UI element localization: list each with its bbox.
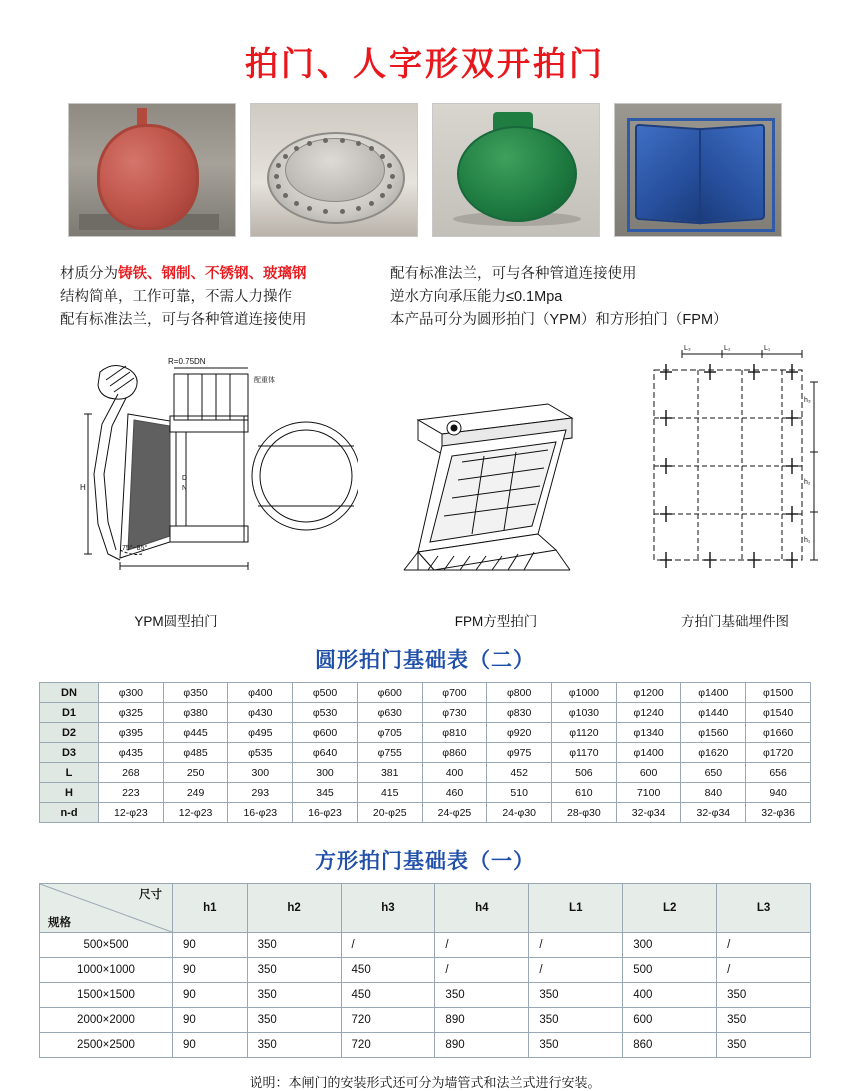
table1-row-label: D3 <box>40 743 99 763</box>
flange-bolt <box>294 146 299 151</box>
svg-text:L₃: L₃ <box>684 345 691 352</box>
table2-cell: 600 <box>623 1008 717 1033</box>
table1-cell: 940 <box>746 783 811 803</box>
table2-cell: / <box>529 958 623 983</box>
table-row <box>40 763 811 783</box>
table2-cell: 90 <box>173 1008 248 1033</box>
svg-text:L₂: L₂ <box>724 345 731 352</box>
feature-line-flange: 配有标准法兰，可与各种管道连接使用 <box>60 312 307 328</box>
svg-text:h₁: h₁ <box>804 537 811 544</box>
table1-cell: 506 <box>552 763 617 783</box>
table1-cell: φ1560 <box>681 723 746 743</box>
flange-bolt <box>307 206 312 211</box>
table2-cell: 350 <box>435 983 529 1008</box>
table1-cell: 345 <box>293 783 358 803</box>
table1-cell: φ445 <box>163 723 228 743</box>
table1-cell: 452 <box>487 763 552 783</box>
flange-bolt <box>276 163 281 168</box>
table1-cell: 12-φ23 <box>99 803 164 823</box>
flange-bolt <box>380 154 385 159</box>
table1-cell: φ430 <box>228 703 293 723</box>
table1-cell: φ705 <box>357 723 422 743</box>
photo-red-circular-flap-gate <box>68 103 236 237</box>
svg-text:R=0.75DN: R=0.75DN <box>168 357 206 366</box>
table1-cell: φ495 <box>228 723 293 743</box>
table1-row-label: L <box>40 763 99 783</box>
table2-cell: 350 <box>529 1033 623 1058</box>
table1-cell: 268 <box>99 763 164 783</box>
table1-cell: 28-φ30 <box>552 803 617 823</box>
table1-cell: 249 <box>163 783 228 803</box>
photo-blue-double-leaf-flap-gate <box>614 103 782 237</box>
square-flap-gate-table <box>39 883 811 1058</box>
drawing-embedded-parts-plan <box>636 342 826 597</box>
table2-cell: 450 <box>341 958 435 983</box>
flange-bolt <box>276 184 281 189</box>
table1-cell: 223 <box>99 783 164 803</box>
table2-header-row <box>40 884 811 933</box>
drawing-caption-fpm: FPM方型拍门 <box>454 614 538 629</box>
table1-cell: 300 <box>293 763 358 783</box>
table1-cell: φ530 <box>293 703 358 723</box>
table-row <box>40 683 811 703</box>
table1-cell: φ1340 <box>616 723 681 743</box>
table1-row-label: D2 <box>40 723 99 743</box>
feature-line-structure: 结构简单，工作可靠，不需人力操作 <box>60 289 292 305</box>
table1-cell: φ1620 <box>681 743 746 763</box>
table1-cell: φ1200 <box>616 683 681 703</box>
table2-cell: 350 <box>717 1033 811 1058</box>
table2-cell: 350 <box>247 1008 341 1033</box>
table2-corner-top-label: 尺寸 <box>139 889 162 901</box>
table1-cell: 840 <box>681 783 746 803</box>
table2-cell: 720 <box>341 1008 435 1033</box>
table1-cell: φ1540 <box>746 703 811 723</box>
table2-cell: 860 <box>623 1033 717 1058</box>
table2-cell: 890 <box>435 1008 529 1033</box>
table1-row-label: DN <box>40 683 99 703</box>
table2-cell: 350 <box>529 983 623 1008</box>
table1-cell: φ1720 <box>746 743 811 763</box>
flange-bolt <box>387 184 392 189</box>
table2-cell: 450 <box>341 983 435 1008</box>
table-row <box>40 783 811 803</box>
table1-cell: φ1000 <box>552 683 617 703</box>
table2-column-header: L1 <box>529 884 623 933</box>
table1-cell: φ600 <box>357 683 422 703</box>
table1-cell: 293 <box>228 783 293 803</box>
drawing-caption-embedded: 方拍门基础埋件图 <box>681 614 789 629</box>
table1-cell: φ1400 <box>616 743 681 763</box>
table1-cell: φ350 <box>163 683 228 703</box>
table1-cell: φ1170 <box>552 743 617 763</box>
table1-cell: φ1120 <box>552 723 617 743</box>
table1-cell: φ395 <box>99 723 164 743</box>
table1-cell: φ435 <box>99 743 164 763</box>
flange-bolt <box>274 174 279 179</box>
table1-cell: φ810 <box>422 723 487 743</box>
table1-cell: 24-φ30 <box>487 803 552 823</box>
table-row <box>40 933 811 958</box>
table1-cell: φ800 <box>487 683 552 703</box>
table1-cell: 510 <box>487 783 552 803</box>
table1-heading: 圆形拍门基础表（二） <box>315 649 535 672</box>
table1-cell: 381 <box>357 763 422 783</box>
table1-cell: φ755 <box>357 743 422 763</box>
table2-cell: 890 <box>435 1033 529 1058</box>
table1-cell: 600 <box>616 763 681 783</box>
table1-cell: φ830 <box>487 703 552 723</box>
feature-material-highlight: 铸铁、钢制、不锈钢、玻璃钢 <box>118 266 307 282</box>
table1-cell: 250 <box>163 763 228 783</box>
page-title: 拍门、人字形双开拍门 <box>245 45 605 82</box>
table1-cell: 400 <box>422 763 487 783</box>
table2-cell: 400 <box>623 983 717 1008</box>
feature-right-line-1: 配有标准法兰，可与各种管道连接使用 <box>390 266 637 282</box>
table1-cell: 32-φ36 <box>746 803 811 823</box>
table1-cell: 24-φ25 <box>422 803 487 823</box>
table1-cell: φ1500 <box>746 683 811 703</box>
table1-cell: φ500 <box>293 683 358 703</box>
flange-bolt <box>387 163 392 168</box>
table1-cell: 656 <box>746 763 811 783</box>
table-row <box>40 803 811 823</box>
feature-right-line-3: 本产品可分为圆形拍门（YPM）和方形拍门（FPM） <box>390 312 728 328</box>
table1-cell: φ1240 <box>616 703 681 723</box>
table1-cell: 650 <box>681 763 746 783</box>
flange-bolt <box>369 146 374 151</box>
table1-cell: φ535 <box>228 743 293 763</box>
svg-text:N: N <box>182 485 188 492</box>
table-row <box>40 983 811 1008</box>
table2-column-header: L2 <box>623 884 717 933</box>
table2-row-spec: 1000×1000 <box>40 958 173 983</box>
table1-cell: φ1440 <box>681 703 746 723</box>
flange-bolt <box>356 141 361 146</box>
drawing-caption-ypm: YPM圆型拍门 <box>134 614 218 629</box>
drawing-fpm-square <box>398 384 598 589</box>
table2-column-header: h3 <box>341 884 435 933</box>
feature-column-right <box>390 263 790 332</box>
table2-cell: 350 <box>247 1033 341 1058</box>
table1-cell: φ325 <box>99 703 164 723</box>
table1-cell: 415 <box>357 783 422 803</box>
flange-bolt <box>323 209 328 214</box>
flange-bolt <box>340 138 345 143</box>
table2-cell: 90 <box>173 958 248 983</box>
table2-heading: 方形拍门基础表（一） <box>315 850 535 873</box>
table2-cell: / <box>529 933 623 958</box>
table1-cell: 32-φ34 <box>616 803 681 823</box>
table-row <box>40 958 811 983</box>
table2-row-spec: 2000×2000 <box>40 1008 173 1033</box>
table2-corner-cell <box>40 884 173 933</box>
table2-cell: 350 <box>247 933 341 958</box>
table1-row-label: D1 <box>40 703 99 723</box>
table1-cell: 610 <box>552 783 617 803</box>
table1-cell: φ860 <box>422 743 487 763</box>
table2-cell: 350 <box>717 983 811 1008</box>
flange-bolt <box>356 206 361 211</box>
table2-column-header: h4 <box>435 884 529 933</box>
table2-cell: 90 <box>173 1033 248 1058</box>
table-note: 说明：本闸门的安装形式还可分为墙管式和法兰式进行安装。 <box>249 1075 601 1090</box>
table2-column-header: h1 <box>173 884 248 933</box>
table2-cell: 350 <box>247 958 341 983</box>
table2-corner-bottom-label: 规格 <box>48 917 71 929</box>
table1-cell: φ920 <box>487 723 552 743</box>
svg-text:H: H <box>80 483 86 492</box>
table2-cell: 720 <box>341 1033 435 1058</box>
table2-cell: 350 <box>717 1008 811 1033</box>
svg-text:h₃: h₃ <box>804 397 811 404</box>
table-row <box>40 1033 811 1058</box>
table2-cell: 500 <box>623 958 717 983</box>
technical-drawings <box>0 342 850 638</box>
table1-cell: φ485 <box>163 743 228 763</box>
table-row <box>40 723 811 743</box>
table2-cell: 350 <box>247 983 341 1008</box>
svg-text:75°~85°: 75°~85° <box>122 545 148 552</box>
table2-cell: / <box>717 933 811 958</box>
table1-cell: φ730 <box>422 703 487 723</box>
flange-bolt <box>340 209 345 214</box>
svg-text:D: D <box>182 475 188 482</box>
table1-cell: φ1400 <box>681 683 746 703</box>
table1-cell: 7100 <box>616 783 681 803</box>
feature-column-left <box>60 263 390 332</box>
table1-row-label: n-d <box>40 803 99 823</box>
table1-cell: 300 <box>228 763 293 783</box>
flange-bolt <box>283 193 288 198</box>
table1-cell: 20-φ25 <box>357 803 422 823</box>
table2-cell: 350 <box>529 1008 623 1033</box>
table1-cell: φ1660 <box>746 723 811 743</box>
table2-row-spec: 500×500 <box>40 933 173 958</box>
table-row <box>40 703 811 723</box>
flange-bolt <box>283 154 288 159</box>
table-row <box>40 1008 811 1033</box>
table1-cell: 16-φ23 <box>293 803 358 823</box>
photo-grey-flanged-flap-gate <box>250 103 418 237</box>
table1-cell: φ630 <box>357 703 422 723</box>
table1-cell: φ380 <box>163 703 228 723</box>
table2-cell: 300 <box>623 933 717 958</box>
document-page <box>0 38 850 1090</box>
table-row <box>40 743 811 763</box>
svg-text:配重体: 配重体 <box>254 377 275 384</box>
feature-right-line-2: 逆水方向承压能力≤0.1Mpa <box>390 289 563 305</box>
table2-cell: / <box>435 958 529 983</box>
table1-cell: φ1030 <box>552 703 617 723</box>
table2-cell: / <box>717 958 811 983</box>
table2-column-header: L3 <box>717 884 811 933</box>
table1-cell: φ700 <box>422 683 487 703</box>
table1-cell: φ975 <box>487 743 552 763</box>
svg-text:L₁: L₁ <box>764 345 771 352</box>
circular-flap-gate-table <box>39 682 811 823</box>
table2-row-spec: 2500×2500 <box>40 1033 173 1058</box>
flange-bolt <box>369 201 374 206</box>
table1-cell: φ600 <box>293 723 358 743</box>
table2-cell: 90 <box>173 933 248 958</box>
feature-description <box>0 263 850 332</box>
table1-row-label: H <box>40 783 99 803</box>
table2-row-spec: 1500×1500 <box>40 983 173 1008</box>
table2-cell: / <box>435 933 529 958</box>
svg-text:h₂: h₂ <box>804 479 811 486</box>
table1-cell: 32-φ34 <box>681 803 746 823</box>
drawing-ypm-circular <box>58 354 358 609</box>
table1-cell: 16-φ23 <box>228 803 293 823</box>
flange-bolt <box>307 141 312 146</box>
product-photo-strip <box>0 103 850 237</box>
flange-bolt <box>323 138 328 143</box>
table1-cell: φ640 <box>293 743 358 763</box>
table2-cell: / <box>341 933 435 958</box>
flange-bolt <box>380 193 385 198</box>
table2-column-header: h2 <box>247 884 341 933</box>
flange-bolt <box>390 174 395 179</box>
feature-material-prefix: 材质分为 <box>60 266 118 282</box>
table1-cell: 12-φ23 <box>163 803 228 823</box>
table1-cell: φ300 <box>99 683 164 703</box>
feature-line-material <box>60 263 390 286</box>
flange-bolt <box>294 201 299 206</box>
table2-cell: 90 <box>173 983 248 1008</box>
photo-green-circular-flap-gate <box>432 103 600 237</box>
table1-cell: 460 <box>422 783 487 803</box>
table1-cell: φ400 <box>228 683 293 703</box>
